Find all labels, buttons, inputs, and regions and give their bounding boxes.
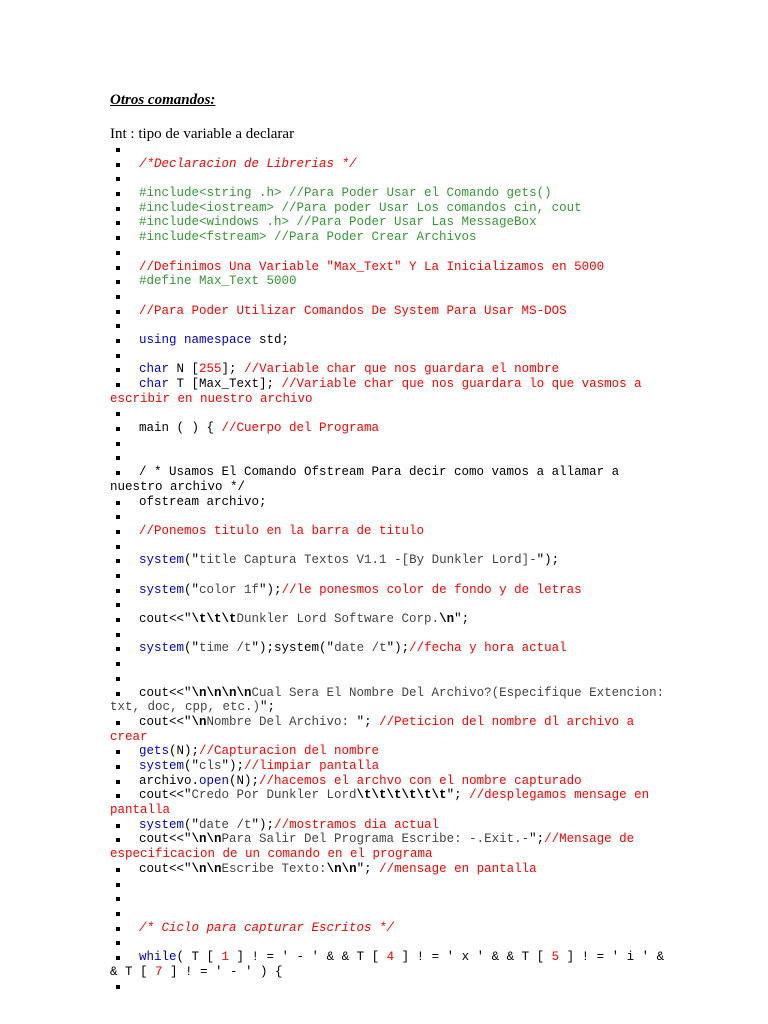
code-token: 7 xyxy=(155,964,163,979)
code-token: \n\n xyxy=(191,861,222,876)
code-token: //Capturacion del nombre xyxy=(199,744,380,759)
code-line xyxy=(110,950,670,979)
code-listing xyxy=(110,142,670,994)
code-token: cout<<" xyxy=(139,685,192,700)
empty-bullet-line xyxy=(110,245,670,260)
code-token: "); xyxy=(251,817,275,832)
section-heading: Otros comandos: xyxy=(110,92,216,108)
code-token: cls xyxy=(199,759,222,773)
code-line xyxy=(110,186,670,201)
code-token: //Mensage de especificacion de un comando en el programa xyxy=(110,832,642,862)
code-token: /*Declaracion de Librerias */ xyxy=(139,156,357,171)
code-token: "; xyxy=(260,700,276,715)
empty-bullet-line xyxy=(110,142,670,157)
code-token: char xyxy=(139,377,170,391)
code-token: //Definimos Una Variable "Max_Text" Y La Inicializamos en 5000 xyxy=(139,259,605,274)
empty-bullet-line xyxy=(110,539,670,554)
code-line xyxy=(110,260,670,275)
empty-bullet-line xyxy=(110,318,670,333)
code-token: \n\n\n\n xyxy=(191,685,252,700)
code-line xyxy=(110,553,670,568)
empty-bullet-line xyxy=(110,891,670,906)
code-token: 5 xyxy=(551,950,560,964)
empty-bullet-line xyxy=(110,935,670,950)
code-token: char xyxy=(139,362,170,377)
code-token: "; xyxy=(356,861,380,876)
code-line xyxy=(110,421,670,436)
code-token: #define Max_Text 5000 xyxy=(139,274,297,289)
code-token: \n xyxy=(439,612,455,627)
code-token: \n\n xyxy=(326,861,357,876)
code-token: ] ! = ' - ' ) { xyxy=(162,964,283,979)
code-line xyxy=(110,744,670,759)
code-token: (N); xyxy=(229,773,260,788)
empty-bullet-line xyxy=(110,436,670,451)
empty-bullet-line xyxy=(110,671,670,686)
code-token: title Captura Textos V1.1 -[By Dunkler Lord]- xyxy=(199,553,537,568)
code-token: system xyxy=(139,759,185,773)
code-line xyxy=(110,215,670,230)
code-token: Cual Sera El Nombre Del Archivo?(Especifique Extencion: txt, doc, cpp, etc.) xyxy=(110,685,672,715)
code-line xyxy=(110,583,670,598)
code-token: "); xyxy=(259,582,282,597)
code-line xyxy=(110,686,670,715)
code-token: using namespace xyxy=(139,332,252,347)
empty-bullet-line xyxy=(110,348,670,363)
code-token: cout<<" xyxy=(139,832,192,847)
empty-bullet-line xyxy=(110,906,670,921)
code-token: system xyxy=(139,817,185,832)
code-token: ( T [ xyxy=(176,950,222,964)
code-token: Escribe Texto: xyxy=(221,861,327,876)
code-token: cout<<" xyxy=(139,861,192,876)
empty-bullet-line xyxy=(110,450,670,465)
code-token: //Ponemos titulo en la barra de titulo xyxy=(139,523,425,538)
code-token: system xyxy=(139,582,185,597)
code-token: Dunkler Lord Software Corp. xyxy=(236,612,440,627)
code-token: ]; xyxy=(221,362,245,377)
code-token: #include<string .h> //Para Poder Usar el Comando gets() xyxy=(139,186,552,201)
code-token: time /t xyxy=(199,641,252,656)
code-token: //mostramos dia actual xyxy=(274,817,440,832)
code-token: "; xyxy=(454,612,470,627)
code-token: Credo Por Dunkler Lord xyxy=(191,788,357,803)
empty-bullet-line xyxy=(110,597,670,612)
code-token: //hacemos el archvo con el nombre capturado xyxy=(259,773,582,788)
code-token: //Variable char que nos guardara lo que vasmos a escribir en nuestro archivo xyxy=(110,377,650,406)
intro-text: Int : tipo de variable a declarar xyxy=(110,126,295,142)
empty-bullet-line xyxy=(110,289,670,304)
code-token: 4 xyxy=(386,950,395,964)
code-token: //fecha y hora actual xyxy=(409,641,567,656)
code-token: ] ! = ' i ' & & T [ xyxy=(110,950,672,979)
code-line xyxy=(110,818,670,833)
code-token: N [ xyxy=(169,362,200,377)
code-token: (" xyxy=(184,817,200,832)
code-token: //limpiar pantalla xyxy=(244,759,380,773)
code-line xyxy=(110,201,670,216)
empty-bullet-line xyxy=(110,877,670,892)
code-token: #include<fstream> //Para Poder Crear Archivos xyxy=(139,230,477,245)
code-token: date /t xyxy=(334,641,387,656)
code-line xyxy=(110,612,670,627)
code-line xyxy=(110,759,670,774)
code-token: while xyxy=(139,950,177,964)
code-token: cout<<" xyxy=(139,612,192,627)
code-token: //Para Poder Utilizar Comandos De System Para Usar MS-DOS xyxy=(139,303,567,318)
code-token: \t\t\t\t\t\t xyxy=(356,788,447,803)
code-line xyxy=(110,333,670,348)
code-token: cout<<" xyxy=(139,714,192,729)
code-token: date /t xyxy=(199,817,252,832)
code-token: //Cuerpo del Programa xyxy=(221,421,380,436)
code-line xyxy=(110,832,670,861)
code-token: //desplegamos mensage en pantalla xyxy=(110,788,657,818)
code-token: //Peticion del nombre dl archivo a crear xyxy=(110,714,642,744)
code-token: "; xyxy=(356,714,380,729)
code-line xyxy=(110,715,670,744)
code-line xyxy=(110,788,670,817)
code-line xyxy=(110,362,670,377)
code-token: ] ! = ' x ' & & T [ xyxy=(394,950,552,964)
code-line xyxy=(110,495,670,510)
code-token: \n xyxy=(191,714,207,729)
code-token: main ( ) { xyxy=(139,421,222,436)
code-token: #include<windows .h> //Para Poder Usar Las MessageBox xyxy=(139,215,537,230)
code-line xyxy=(110,921,670,936)
code-token: #include<iostream> //Para poder Usar Los comandos cin, cout xyxy=(139,200,582,215)
code-token: archivo. xyxy=(139,773,200,788)
empty-bullet-line xyxy=(110,979,670,994)
code-token: T [Max_Text]; xyxy=(169,377,282,391)
empty-bullet-line xyxy=(110,627,670,642)
empty-bullet-line xyxy=(110,171,670,186)
empty-bullet-line xyxy=(110,509,670,524)
code-token: /* Ciclo para capturar Escritos */ xyxy=(139,920,395,935)
code-token: color 1f xyxy=(199,582,260,597)
empty-bullet-line xyxy=(110,406,670,421)
code-line xyxy=(110,304,670,319)
empty-bullet-line xyxy=(110,656,670,671)
code-token: ] ! = ' - ' & & T [ xyxy=(229,950,387,964)
code-token: (" xyxy=(184,759,200,773)
code-token: (" xyxy=(184,582,200,597)
code-token: //mensage en pantalla xyxy=(379,861,537,876)
code-line xyxy=(110,230,670,245)
code-token: gets xyxy=(139,744,170,759)
code-line xyxy=(110,465,670,494)
code-token: Para Salir Del Programa Escribe: -.Exit.- xyxy=(221,832,530,847)
code-token: "; xyxy=(446,788,470,803)
code-token: std; xyxy=(251,332,290,347)
code-token: system xyxy=(139,641,185,656)
code-line xyxy=(110,862,670,877)
code-token: //Variable char que nos guardara el nombre xyxy=(244,362,560,377)
code-token: ofstream archivo; xyxy=(139,494,267,509)
code-token: (N); xyxy=(169,744,200,759)
code-line xyxy=(110,774,670,789)
empty-bullet-line xyxy=(110,568,670,583)
code-token: system xyxy=(139,553,185,568)
code-token: \t\t\t xyxy=(191,612,237,627)
code-line xyxy=(110,157,670,172)
code-token: 255 xyxy=(199,362,222,377)
code-token: cout<<" xyxy=(139,788,192,803)
code-line xyxy=(110,524,670,539)
code-token: / * Usamos El Comando Ofstream Para decir como vamos a allamar a nuestro archivo */ xyxy=(110,465,627,494)
code-token: Nombre Del Archivo: xyxy=(206,714,357,729)
code-token: "; xyxy=(529,832,545,847)
code-token: "); xyxy=(221,759,245,773)
code-token: "); xyxy=(536,553,560,568)
code-token: (" xyxy=(184,553,200,568)
code-token: ");system(" xyxy=(251,641,335,656)
code-line xyxy=(110,377,670,406)
code-line xyxy=(110,641,670,656)
code-token: //le ponesmos color de fondo y de letras xyxy=(281,582,582,597)
code-token: \n\n xyxy=(191,832,222,847)
code-token: 1 xyxy=(221,950,230,964)
code-token: open xyxy=(199,773,230,788)
code-line xyxy=(110,274,670,289)
code-token: (" xyxy=(184,641,200,656)
code-token: "); xyxy=(386,641,410,656)
